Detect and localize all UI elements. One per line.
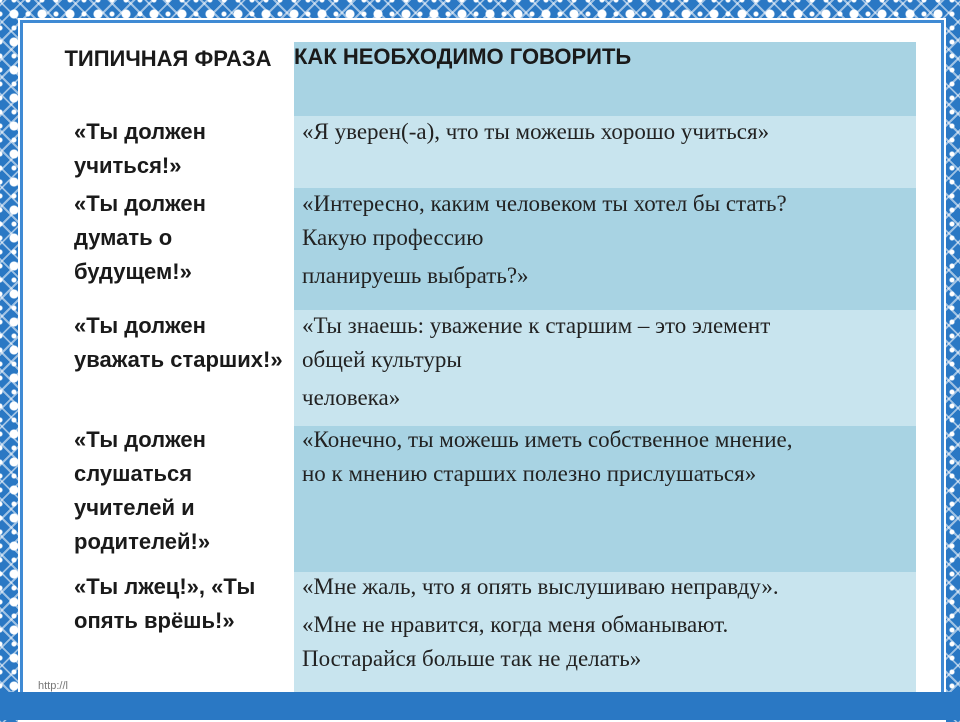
bottom-border: [0, 692, 960, 720]
answer-text: «Ты знаешь: уважение к старшим – это элемент общей культуры человека»: [302, 313, 771, 410]
source-link[interactable]: http://l: [38, 680, 68, 692]
column-header-phrase: ТИПИЧНАЯ ФРАЗА: [64, 46, 272, 71]
phrase-text: «Ты должен думать о будущем!»: [74, 191, 206, 284]
answer-text: «Интересно, каким человеком ты хотел бы стать? Какую профессию планируешь выбрать?»: [302, 191, 787, 288]
phrase-text: «Ты лжец!», «Ты опять врёшь!»: [74, 574, 256, 633]
answer-text: «Я уверен(-а), что ты можешь хорошо учиться»: [302, 119, 770, 144]
phrase-text: «Ты должен уважать старших!»: [74, 313, 283, 372]
phrase-text: «Ты должен слушаться учителей и родителей!»: [74, 427, 211, 554]
phrase-text: «Ты должен учиться!»: [74, 119, 206, 178]
column-header-answer: КАК НЕОБХОДИМО ГОВОРИТЬ: [294, 44, 632, 69]
answer-text: «Мне жаль, что я опять выслушиваю неправду». «Мне не нравится, когда меня обманывают. Постарайся больше так не делать»: [302, 574, 779, 671]
answer-text: «Конечно, ты можешь иметь собственное мнение, но к мнению старших полезно прислушаться»: [302, 427, 793, 486]
